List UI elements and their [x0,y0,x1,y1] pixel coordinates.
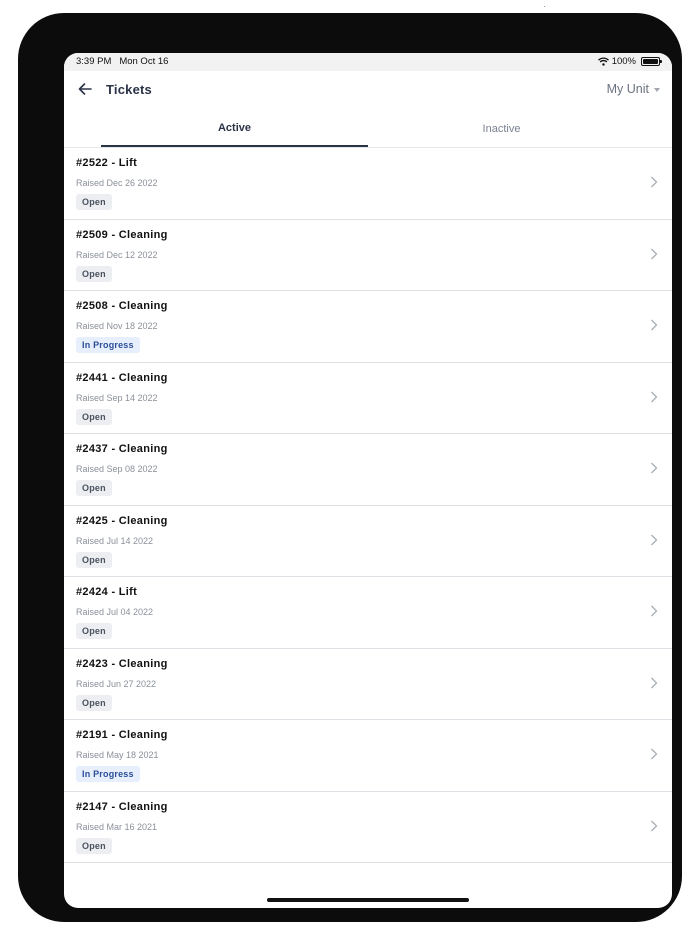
status-badge: Open [76,266,112,282]
ticket-row[interactable] [64,506,672,578]
ticket-title: #2147 - Cleaning [76,800,168,813]
ticket-raised-date: Raised Sep 08 2022 [76,464,158,474]
status-badge: Open [76,552,112,568]
ticket-title: #2522 - Lift [76,157,138,169]
wifi-icon [598,57,609,66]
status-badge: In Progress [76,766,140,782]
ticket-row[interactable] [64,363,672,435]
unit-selector-label: My Unit [606,82,649,96]
ticket-row[interactable] [64,220,672,292]
header [64,71,672,111]
ticket-row[interactable] [64,649,672,721]
ticket-title: #2425 - Cleaning [76,514,168,527]
chevron-right-icon [650,176,658,188]
ticket-title: #2191 - Cleaning [76,729,168,741]
status-badge: Open [76,480,112,496]
chevron-right-icon [650,534,658,546]
ticket-raised-date: Raised Sep 14 2022 [76,392,158,403]
ticket-row[interactable] [64,148,672,220]
ticket-raised-date: Raised Nov 18 2022 [76,321,158,331]
page-title: Tickets [106,82,152,97]
arrow-left-icon[interactable] [77,81,93,97]
ticket-title: #2508 - Cleaning [76,300,168,312]
chevron-right-icon [650,677,658,689]
ticket-raised-date: Raised Dec 26 2022 [76,178,158,188]
status-badge: Open [76,838,112,854]
home-indicator[interactable] [267,898,469,902]
ticket-title: #2437 - Cleaning [76,443,168,455]
status-badge: Open [76,623,112,639]
battery-icon [641,57,660,66]
caret-down-icon [654,88,660,92]
ticket-row[interactable] [64,720,672,792]
tab-active[interactable]: Active [101,111,368,147]
status-badge: In Progress [76,337,140,353]
decorative-dot [544,6,545,7]
battery-percent: 100% [611,56,636,67]
ticket-raised-date: Raised Jul 14 2022 [76,535,154,546]
tab-inactive[interactable]: Inactive [482,123,521,135]
status-time [76,56,168,67]
ticket-row[interactable] [64,291,672,363]
ticket-row[interactable] [64,577,672,649]
ticket-raised-date: Raised Jun 27 2022 [76,678,157,689]
chevron-right-icon [650,248,658,260]
ticket-title: #2423 - Cleaning [76,657,168,670]
ticket-raised-date: Raised Dec 12 2022 [76,249,158,260]
ticket-title: #2509 - Cleaning [76,228,168,241]
ticket-raised-date: Raised May 18 2021 [76,750,159,760]
status-time-text: 3:39 PM [76,56,112,67]
ticket-list [64,148,672,863]
status-badge: Open [76,695,112,711]
status-badge: Open [76,194,112,210]
tablet-frame [18,13,682,922]
ticket-title: #2424 - Lift [76,586,138,598]
tab-bar [64,111,672,148]
unit-selector[interactable] [607,82,660,96]
chevron-right-icon [650,748,658,760]
chevron-right-icon [650,820,658,832]
status-indicators [598,56,660,67]
chevron-right-icon [650,462,658,474]
ticket-title: #2441 - Cleaning [76,371,168,384]
status-bar [64,53,672,71]
chevron-right-icon [650,391,658,403]
status-badge: Open [76,409,112,425]
ticket-row[interactable] [64,434,672,506]
ticket-row[interactable] [64,792,672,864]
chevron-right-icon [650,605,658,617]
app-screen [64,53,672,908]
chevron-right-icon [650,319,658,331]
ticket-raised-date: Raised Jul 04 2022 [76,607,154,617]
ticket-raised-date: Raised Mar 16 2021 [76,821,158,832]
status-date-text: Mon Oct 16 [119,56,169,67]
